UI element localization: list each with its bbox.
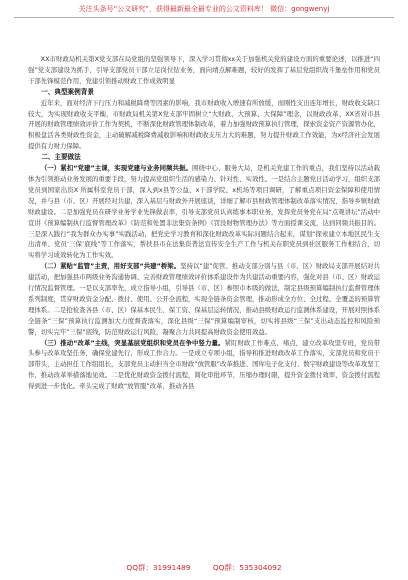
practice-item-3-body: 紧盯财政工作难点、堵点，建立改革攻坚专班，党员带头参与改革攻坚任务，确保党建先行，形成工作合力。一是成立专项小组，指导和推进财政改革工作落实，支部党员和党员干部带头，主动担任工作组组长，支部党员主动担当全市财政“放管服”改革推进、国库电子化支付、数字财政建设等改革攻坚工作，推动改革举措落地见效。二是优化财政资金拨付流程，简化审批环节，压缩办理时限，提升资金拨付效率，资金拨付流程得到进一步优化。牵头完成了财政“放管服”改革，推动各县 <box>28 338 380 391</box>
practice-item-1-body: 围绕中心、服务大局，是机关党建工作的重点，我们坚持以活动载体为引领推动业务发展的重要手段，努力提高党组织生活的感染力、针对性、实效性。一是结合主题党日活动学习，组织支部党员到国家出资X 所属科室党员干部，深入到x县等公益、x干部学院、x机场等项目调研，了解重点项目资金保障和使用情况，并与县（市、区）开展经对共建，深入基层与财政外开展座谈，详细了解市县财政管理体制改革落实情况，指导乡镇财政财政建设。二是加强党员在研学业务学业先锋做表率，引导支部党员认真练事本职业务，发挥党员务党在局“点观讲坛”活动中宣讲《预算编制执行监督管理改革》《防范和处置非法集资条例》《罚没财物管理办法》等方面授课交流，达到同频共振目的。三是深入践行“我为群众办实事”实践活动，把党史学习教育和深化财政改革实际问题结合起来，谋划“探索建立本地区民生支出清单、党员‘三保’底线”等工作落实，帮扶县市在法集资普法宣传安全生产工作与机关在职党员到社区服务工作相结合，切实将学习成效转化为工作实效。 <box>28 164 380 260</box>
practice-item-1 <box>28 163 380 261</box>
background-paragraph: 近年来，面对经济下行压力和减税降费等因素的影响，我市财政收入增速有所放缓，而刚性支出连年增长，财政收支缺口较大，为实现财政收支平衡，市财政局机关第X党支部牢固树立“大财政、大预算、大保障”理念，以财政改革、XX省对市县开展的财政管理绩效评价工作为契机，不断深化财政管理体制改革，着力加强财政预算执行管理，探索资金资产资源管办化，积极盘活各类财政性资金，主动破解减税降费减收影响和财政收支压力大的难题，努力提升财政工作效能，为x经济社会发展提供有力财力保障。 <box>28 98 380 151</box>
intro-paragraph: XX市财政局机关第X党支部在局党组的坚强领导下，深入学习贯彻xx关于加强机关党的建设方面的重要论述，以推进“四强”党支部建设为抓手，引导支部党员干部立足岗位钻业务，面向靖点解难题，较好的发挥了基层党组织战斗堡垒作用和党员干部先锋模范作用，党建引领推动财政工作成效明显 <box>28 55 380 85</box>
practice-item-3 <box>28 338 380 393</box>
practice-item-2-lead: （二）紧贴“监管”主责，用好支部“共建”桥梁。 <box>40 262 181 271</box>
section-heading-background: 一、典型案例背景 <box>41 87 94 96</box>
practice-item-3-lead: （三）推动“改革”主线，突显基层党组织和党员在争中竖力量。 <box>40 338 225 347</box>
document-body <box>28 54 380 392</box>
section-heading-practices: 二、主要做法 <box>41 153 81 162</box>
header-divider <box>14 17 394 18</box>
footer-contact <box>0 563 408 573</box>
practice-item-1-lead: （一）紧扣“党建”主课，实现党建与业务同频共振。 <box>40 164 193 173</box>
practice-item-2-body: 坚持以“建”促管、推动支部分别与县（市、区）财政局支部开展结对共建活动，把加强县市两级业务沟通协调、完善财政管理绩效评价体系建设作为共建活动重要内容，强化对县（市、区）财政运行情况监督管理。一是以支部率先，成立指导小组，引导县（市、区）参照市本级的做法，制定县级预算编制执行监督管理体系列制度，贯穿财政资金分配、拨付、使用、公开全流程，实现全链条资金管理，推动形成全方位、全过程、全覆盖的预算管理体系。二是抢检查各县（市、区）保基本民生、保工资、保基层运转情况，推动县级财政运行监测体系建设，开展对照体系全链条“三保”预算执行监测加大力度督查落实，深化县级“三保”预算编制审核，切实将县级“三保”支出动态监控和风险预警，切实完牢“三保”底线，防范财政运行风险，凝聚合力共同提高财政资金使用效益。 <box>28 262 380 336</box>
footer-qq-group-1: QQ群：31991489 <box>126 563 191 572</box>
footer-qq-group-2: QQ群：535304092 <box>212 563 282 572</box>
header-banner: 关注头条号“公文研究”，获得最新最全最专业的公文资料库！ 微信：gongwenyj <box>78 5 330 13</box>
practice-item-2 <box>28 261 380 337</box>
